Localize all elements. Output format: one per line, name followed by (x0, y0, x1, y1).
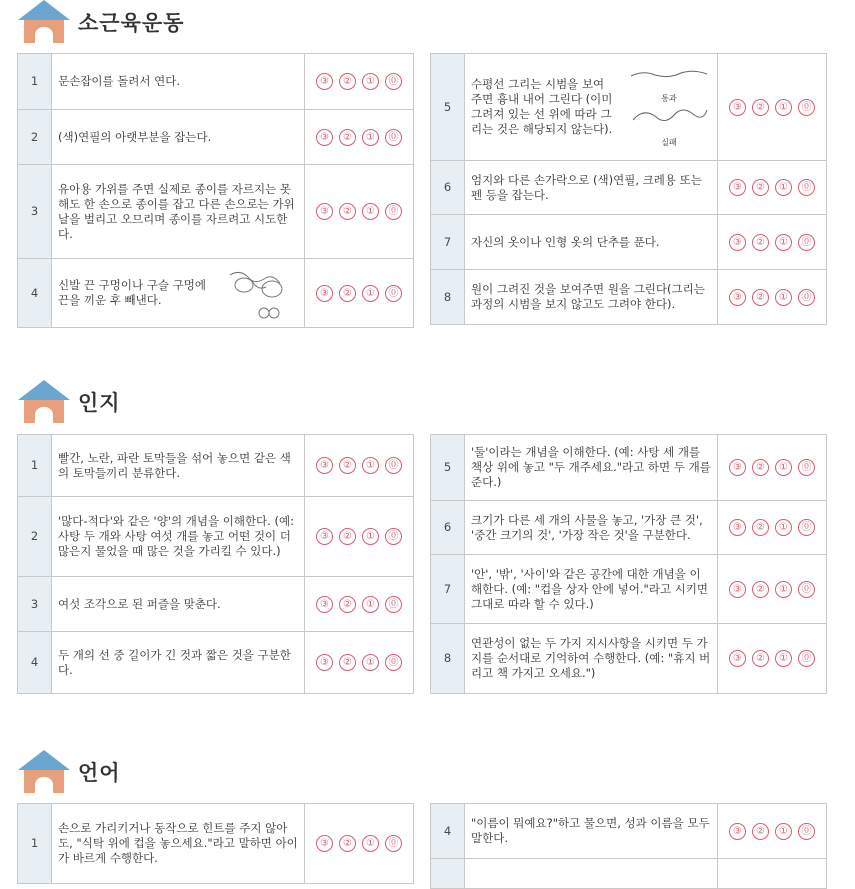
score-options (305, 165, 414, 259)
score-options (718, 215, 827, 270)
score-2[interactable]: ② (339, 73, 356, 90)
score-3[interactable]: ③ (316, 285, 333, 302)
question-text: '둘'이라는 개념을 이해한다. (예: 사탕 세 개를 책상 위에 놓고 "두 개주세요."라고 하면 두 개를 준다.) (465, 435, 718, 501)
question-text: 두 개의 선 중 길이가 긴 것과 짧은 것을 구분한다. (52, 632, 305, 694)
score-1[interactable]: ① (775, 459, 792, 476)
question-number: 3 (18, 165, 52, 259)
score-3[interactable]: ③ (316, 835, 333, 852)
score-1[interactable]: ① (775, 650, 792, 667)
question-table-right (430, 53, 827, 325)
question-row (18, 165, 414, 259)
score-2[interactable]: ② (339, 835, 356, 852)
score-1[interactable]: ① (362, 203, 379, 220)
fail-label: 실패 (661, 138, 677, 147)
score-0[interactable]: ⓪ (798, 519, 815, 536)
question-row (18, 259, 414, 328)
question-number: 2 (18, 110, 52, 165)
pass-line-icon (627, 64, 711, 86)
question-row (18, 110, 414, 165)
score-2[interactable]: ② (752, 650, 769, 667)
question-number: 2 (18, 497, 52, 577)
score-1[interactable]: ① (775, 519, 792, 536)
score-0[interactable]: ⓪ (385, 596, 402, 613)
score-1[interactable]: ① (362, 835, 379, 852)
score-3[interactable]: ③ (316, 129, 333, 146)
question-number: 3 (18, 577, 52, 632)
score-0[interactable]: ⓪ (385, 457, 402, 474)
score-0[interactable]: ⓪ (798, 234, 815, 251)
score-2[interactable]: ② (752, 459, 769, 476)
section-title: 언어 (78, 761, 121, 785)
section-header (18, 0, 184, 44)
question-text: 문손잡이를 돌려서 연다. (52, 54, 305, 110)
question-text: 빨간, 노란, 파란 토막들을 섞어 놓으면 같은 색의 토막들끼리 분류한다. (52, 435, 305, 497)
fail-line-icon (627, 106, 711, 130)
question-text (465, 859, 718, 889)
score-0[interactable]: ⓪ (385, 528, 402, 545)
question-number: 8 (431, 270, 465, 325)
score-options (305, 632, 414, 694)
score-0[interactable]: ⓪ (385, 654, 402, 671)
score-1[interactable]: ① (775, 179, 792, 196)
question-text: 엄지와 다른 손가락으로 (색)연필, 크레용 또는 펜 등을 잡는다. (465, 161, 718, 215)
question-text: 연관성이 없는 두 가지 지시사항을 시키면 두 가지를 순서대로 기억하여 수행한다. (예: "휴지 버리고 책 가지고 오세요.") (465, 624, 718, 694)
line-illustration (627, 64, 711, 150)
score-1[interactable]: ① (362, 285, 379, 302)
score-options (718, 501, 827, 555)
score-0[interactable]: ⓪ (385, 285, 402, 302)
score-0[interactable]: ⓪ (385, 203, 402, 220)
score-options (305, 110, 414, 165)
score-1[interactable]: ① (775, 289, 792, 306)
score-options (305, 54, 414, 110)
score-2[interactable]: ② (752, 179, 769, 196)
question-row (431, 555, 827, 624)
question-number: 4 (18, 632, 52, 694)
score-options (305, 577, 414, 632)
score-3[interactable]: ③ (729, 179, 746, 196)
score-2[interactable]: ② (752, 234, 769, 251)
score-options (305, 259, 414, 328)
question-row (431, 215, 827, 270)
score-2[interactable]: ② (752, 289, 769, 306)
score-options (718, 555, 827, 624)
question-text: '안', '밖', '사이'와 같은 공간에 대한 개념을 이해한다. (예: "컵을 상자 안에 넣어."라고 시키면 그대로 따라 할 수 있다.) (465, 555, 718, 624)
lacing-illustration (224, 263, 298, 323)
question-row (431, 804, 827, 859)
score-0[interactable]: ⓪ (798, 179, 815, 196)
question-row (431, 435, 827, 501)
question-number: 1 (18, 435, 52, 497)
score-2[interactable]: ② (339, 129, 356, 146)
question-number: 6 (431, 161, 465, 215)
score-1[interactable]: ① (775, 99, 792, 116)
score-1[interactable]: ① (362, 654, 379, 671)
question-table-left (17, 803, 414, 884)
score-options (305, 435, 414, 497)
score-0[interactable]: ⓪ (385, 835, 402, 852)
score-0[interactable]: ⓪ (798, 289, 815, 306)
score-2[interactable]: ② (339, 596, 356, 613)
question-text: 수평선 그리는 시범을 보여 주면 흉내 내어 그린다 (이미 그려져 있는 선 위에 따라 그리는 것은 해당되지 않는다). (471, 77, 613, 136)
question-text: (색)연필의 아랫부분을 잡는다. (52, 110, 305, 165)
score-options (718, 804, 827, 859)
question-row (431, 501, 827, 555)
section-header (18, 380, 121, 424)
question-row (18, 435, 414, 497)
score-2[interactable]: ② (752, 99, 769, 116)
score-2[interactable]: ② (339, 457, 356, 474)
score-3[interactable]: ③ (729, 99, 746, 116)
score-0[interactable]: ⓪ (385, 73, 402, 90)
score-2[interactable]: ② (752, 581, 769, 598)
score-3[interactable]: ③ (316, 528, 333, 545)
house-icon (18, 380, 70, 424)
question-text: '많다-적다'와 같은 '양'의 개념을 이해한다. (예: 사탕 두 개와 사탕 여섯 개를 놓고 어떤 것이 더 많은지 물었을 때 많은 것을 가리킬 수 있다.) (52, 497, 305, 577)
score-1[interactable]: ① (362, 129, 379, 146)
question-text: 유아용 가위를 주면 실제로 종이를 자르지는 못해도 한 손으로 종이를 잡고 다른 손으로는 가위 날을 벌리고 오므리며 종이를 자르려고 시도한다. (52, 165, 305, 259)
score-1[interactable]: ① (362, 73, 379, 90)
score-2[interactable]: ② (339, 285, 356, 302)
score-3[interactable]: ③ (729, 823, 746, 840)
question-text-cell (465, 54, 718, 161)
question-text: 신발 끈 구멍이나 구슬 구멍에 끈을 끼운 후 빼낸다. (58, 278, 206, 307)
score-3[interactable]: ③ (729, 289, 746, 306)
score-0[interactable]: ⓪ (798, 99, 815, 116)
score-0[interactable]: ⓪ (798, 823, 815, 840)
score-options (718, 161, 827, 215)
question-table-left (17, 53, 414, 328)
score-1[interactable]: ① (362, 596, 379, 613)
score-3[interactable]: ③ (316, 457, 333, 474)
question-row (431, 161, 827, 215)
question-number: 7 (431, 215, 465, 270)
score-2[interactable]: ② (339, 203, 356, 220)
question-text: 원이 그려진 것을 보여주면 원을 그린다(그리는 과정의 시범을 보지 않고도 그려야 한다). (465, 270, 718, 325)
section-title: 인지 (78, 391, 121, 415)
question-number: 4 (431, 804, 465, 859)
question-row (18, 497, 414, 577)
score-options (718, 54, 827, 161)
score-3[interactable]: ③ (729, 459, 746, 476)
score-2[interactable]: ② (339, 528, 356, 545)
question-number: 1 (18, 54, 52, 110)
question-number: 5 (431, 54, 465, 161)
pass-label: 통과 (661, 94, 677, 103)
question-number: 1 (18, 804, 52, 884)
question-row (18, 577, 414, 632)
question-table-left (17, 434, 414, 694)
question-number: 8 (431, 624, 465, 694)
score-options (305, 497, 414, 577)
score-2[interactable]: ② (752, 823, 769, 840)
score-3[interactable]: ③ (729, 581, 746, 598)
score-1[interactable]: ① (775, 823, 792, 840)
score-2[interactable]: ② (339, 654, 356, 671)
question-number (431, 859, 465, 889)
question-row (18, 54, 414, 110)
question-row (431, 624, 827, 694)
score-3[interactable]: ③ (729, 234, 746, 251)
question-row (431, 270, 827, 325)
question-row (431, 859, 827, 889)
score-1[interactable]: ① (362, 457, 379, 474)
score-1[interactable]: ① (775, 234, 792, 251)
section-title: 소근육운동 (78, 11, 185, 35)
score-options (718, 435, 827, 501)
score-0[interactable]: ⓪ (798, 581, 815, 598)
score-1[interactable]: ① (362, 528, 379, 545)
question-number: 7 (431, 555, 465, 624)
score-options (718, 859, 827, 889)
house-icon (18, 0, 70, 44)
question-table-right (430, 434, 827, 694)
section-header (18, 750, 121, 794)
question-text-cell (52, 259, 305, 328)
question-row (431, 54, 827, 161)
question-number: 4 (18, 259, 52, 328)
score-options (718, 624, 827, 694)
question-text: 손으로 가리키거나 동작으로 힌트를 주지 않아도, "식탁 위에 컵을 놓으세요."라고 말하면 아이가 바르게 수행한다. (52, 804, 305, 884)
score-2[interactable]: ② (752, 519, 769, 536)
score-3[interactable]: ③ (316, 203, 333, 220)
score-3[interactable]: ③ (316, 596, 333, 613)
question-number: 6 (431, 501, 465, 555)
house-icon (18, 750, 70, 794)
question-row (18, 804, 414, 884)
score-3[interactable]: ③ (729, 650, 746, 667)
score-1[interactable]: ① (775, 581, 792, 598)
question-text: 자신의 옷이나 인형 옷의 단추를 푼다. (465, 215, 718, 270)
score-3[interactable]: ③ (316, 73, 333, 90)
score-0[interactable]: ⓪ (798, 650, 815, 667)
score-options (718, 270, 827, 325)
score-3[interactable]: ③ (729, 519, 746, 536)
question-row (18, 632, 414, 694)
score-options (305, 804, 414, 884)
question-text: "이름이 뭐예요?"하고 물으면, 성과 이름을 모두 말한다. (465, 804, 718, 859)
score-3[interactable]: ③ (316, 654, 333, 671)
score-0[interactable]: ⓪ (798, 459, 815, 476)
question-text: 여섯 조각으로 된 퍼즐을 맞춘다. (52, 577, 305, 632)
question-number: 5 (431, 435, 465, 501)
score-0[interactable]: ⓪ (385, 129, 402, 146)
question-text: 크기가 다른 세 개의 사물을 놓고, '가장 큰 것', '중간 크기의 것', '가장 작은 것'을 구분한다. (465, 501, 718, 555)
question-table-right (430, 803, 827, 889)
